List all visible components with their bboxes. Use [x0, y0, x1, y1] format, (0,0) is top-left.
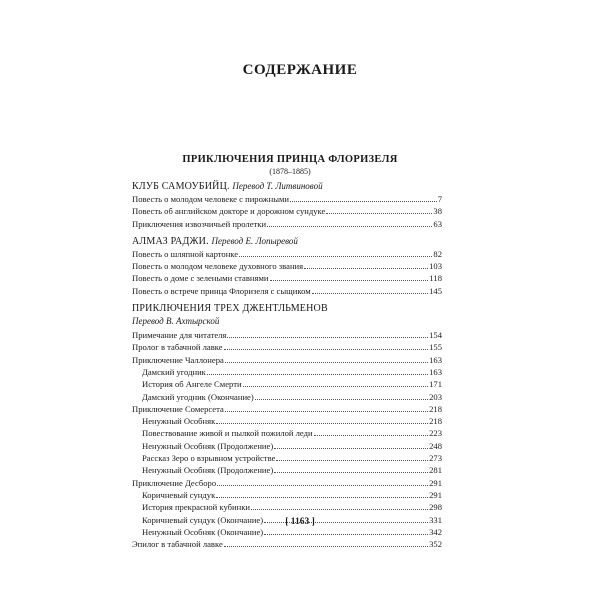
- entry-title: Коричневый сундук (Окончание): [142, 514, 264, 525]
- entry-title: Приключение Десборо: [132, 477, 217, 488]
- dot-leader: [267, 219, 432, 227]
- dot-leader: [225, 404, 428, 412]
- entry-title: Ненужный Особняк: [142, 416, 216, 427]
- entry-title: Пролог в табачной лавке: [132, 342, 223, 353]
- entry-title: Повесть о доме с зелеными ставнями: [132, 273, 269, 284]
- entry-page: 118: [429, 273, 442, 284]
- entry-title: Ненужный Особняк (Окончание): [142, 526, 264, 537]
- dot-leader: [217, 478, 428, 486]
- dot-leader: [314, 428, 429, 436]
- toc-entry[interactable]: [132, 193, 442, 205]
- toc-entry[interactable]: [132, 452, 442, 464]
- entry-page: 171: [429, 379, 442, 390]
- toc-part: [132, 302, 442, 550]
- entry-page: 155: [429, 342, 442, 353]
- entry-page: 342: [429, 526, 442, 537]
- toc-entry[interactable]: [132, 218, 442, 230]
- toc-entry[interactable]: [132, 501, 442, 513]
- entry-title: Дамский угодник (Окончание): [142, 391, 254, 402]
- entry-title: Приключение Чаллонера: [132, 354, 224, 365]
- dot-leader: [207, 367, 428, 375]
- entry-page: 218: [429, 403, 442, 414]
- entry-page: 103: [429, 261, 442, 272]
- entry-title: Повесть о шляпной картонке: [132, 248, 239, 259]
- dot-leader: [225, 355, 428, 363]
- toc-entry[interactable]: [132, 366, 442, 378]
- entry-title: Эпилог в табачной лавке: [132, 539, 223, 550]
- dot-leader: [224, 342, 429, 350]
- toc-entry[interactable]: [132, 354, 442, 366]
- toc-entry[interactable]: [132, 272, 442, 284]
- dot-leader: [274, 441, 428, 449]
- toc-entry[interactable]: [132, 427, 442, 439]
- dot-leader: [274, 465, 428, 473]
- entry-page: 298: [429, 502, 442, 513]
- dot-leader: [224, 539, 428, 547]
- entry-page: 331: [429, 514, 442, 525]
- dot-leader: [216, 416, 428, 424]
- entry-page: 38: [433, 206, 442, 217]
- entry-page: 218: [429, 416, 442, 427]
- toc-entry[interactable]: [132, 526, 442, 538]
- entry-page: 145: [429, 285, 442, 296]
- dot-leader: [270, 273, 429, 281]
- entry-title: Повесть о молодом человеке духовного звания: [132, 261, 304, 272]
- entry-title: Рассказ Зеро о взрывном устройстве: [142, 453, 276, 464]
- toc-entry[interactable]: [132, 477, 442, 489]
- entry-page: 7: [437, 194, 442, 204]
- toc-entry[interactable]: [132, 391, 442, 403]
- dot-leader: [290, 194, 437, 202]
- dot-leader: [276, 453, 428, 461]
- entry-page: 63: [433, 218, 442, 229]
- toc-entry[interactable]: [132, 464, 442, 476]
- entry-page: 281: [429, 465, 442, 476]
- entry-title: Повесть о встрече принца Флоризеля с сыщиком: [132, 285, 311, 296]
- part-heading: [132, 302, 442, 315]
- toc-entry[interactable]: [132, 329, 442, 341]
- table-of-contents: [132, 180, 442, 555]
- part-title: КЛУБ САМОУБИЙЦ.: [132, 181, 230, 192]
- entry-page: 291: [429, 477, 442, 488]
- toc-entry[interactable]: [132, 248, 442, 260]
- section-years: (1878–1885): [269, 167, 311, 176]
- entry-page: 273: [429, 453, 442, 464]
- entry-title: Примечание для читателя: [132, 330, 227, 341]
- entry-page: 223: [429, 428, 442, 439]
- dot-leader: [304, 261, 428, 269]
- toc-entry[interactable]: [132, 538, 442, 550]
- dot-leader: [216, 490, 428, 498]
- entry-title: Ненужный Особняк (Продолжение): [142, 465, 274, 476]
- dot-leader: [255, 392, 428, 400]
- dot-leader: [264, 527, 428, 535]
- entry-title: Повесть о молодом человеке с пирожными: [132, 194, 290, 204]
- dot-leader: [251, 502, 428, 510]
- entry-page: 154: [429, 330, 442, 341]
- part-translator: Перевод В. Ахтырской: [132, 316, 220, 327]
- page-number: [ 1163 ]: [285, 517, 315, 527]
- entry-page: 203: [429, 391, 442, 402]
- part-heading: [132, 180, 442, 193]
- entry-title: Приключение Сомерсета: [132, 403, 224, 414]
- toc-part: [132, 180, 442, 230]
- toc-entry[interactable]: [132, 341, 442, 353]
- entry-title: История об Ангеле Смерти: [142, 379, 242, 390]
- part-title: ПРИКЛЮЧЕНИЯ ТРЕХ ДЖЕНТЛЬМЕНОВ: [132, 303, 328, 315]
- entry-page: 163: [429, 354, 442, 365]
- dot-leader: [239, 249, 432, 257]
- toc-entry[interactable]: [132, 489, 442, 501]
- part-title: АЛМАЗ РАДЖИ.: [132, 235, 209, 247]
- dot-leader: [326, 206, 432, 214]
- entry-title: История прекрасной кубинки: [142, 502, 250, 513]
- entry-title: Дамский угодник: [142, 366, 206, 377]
- toc-entry[interactable]: [132, 440, 442, 452]
- entry-title: Приключения извозчичьей пролетки: [132, 218, 267, 229]
- toc-entry[interactable]: [132, 260, 442, 272]
- part-heading: [132, 235, 442, 248]
- entry-page: 352: [429, 539, 442, 550]
- section-title: ПРИКЛЮЧЕНИЯ ПРИНЦА ФЛОРИЗЕЛЯ: [182, 154, 398, 165]
- entry-title: Ненужный Особняк (Продолжение): [142, 440, 274, 451]
- part-translator: Перевод Е. Лопыревой: [211, 235, 298, 246]
- entry-page: 163: [429, 366, 442, 377]
- page-title: СОДЕРЖАНИЕ: [242, 62, 358, 78]
- toc-part: [132, 235, 442, 297]
- toc-entry[interactable]: [132, 378, 442, 390]
- entry-page: 82: [433, 248, 442, 259]
- toc-entry[interactable]: [132, 415, 442, 427]
- toc-entry[interactable]: [132, 403, 442, 415]
- entry-page: 248: [429, 440, 442, 451]
- dot-leader: [227, 330, 428, 338]
- entry-title: Коричневый сундук: [142, 489, 216, 500]
- part-translator: Перевод Т. Литвиновой: [232, 181, 323, 191]
- dot-leader: [243, 379, 429, 387]
- dot-leader: [312, 286, 428, 294]
- entry-title: Повесть об английском докторе и дорожном сундуке: [132, 206, 326, 217]
- entry-title: Повествование живой и пылкой пожилой леди: [142, 428, 313, 439]
- toc-entry[interactable]: [132, 285, 442, 297]
- toc-entry[interactable]: [132, 205, 442, 217]
- entry-page: 291: [429, 489, 442, 500]
